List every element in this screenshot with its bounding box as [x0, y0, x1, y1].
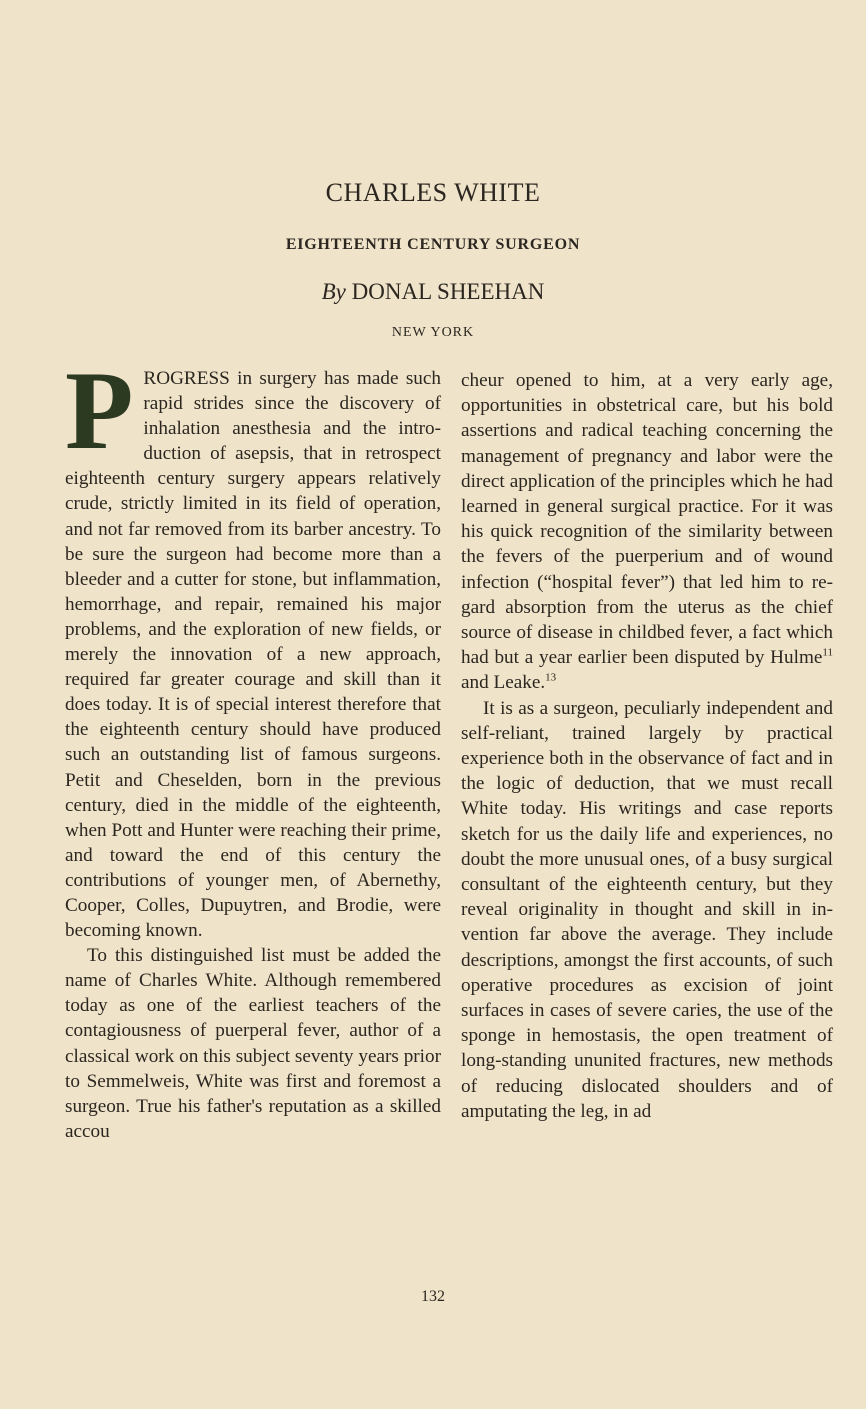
- paragraph-1: [65, 349, 441, 943]
- paragraph-2: To this distinguished list must be added the name of Charles White. Although remembered today as one of the earliest teachers of the contagiousness of puerperal fever, author of a classical work on this subject seventy years prior to Semmelweis, White was first and foremost a surgeon. True his father's reputation as a skilled accou: [65, 945, 441, 1142]
- paragraph-continued: [461, 368, 833, 696]
- paragraph-1-text: ROGRESS in surgery has made such rapid strides since the discovery of inhalation anesthesia and the introduction of asepsis, that in retrospect eighteenth century surgery appears relatively crude, strictly limited in its field of operation, and not far removed from its barber ancestry. To be sure the surgeon had become more than a bleeder and a cutter for stone, but inflammation, hemorrhage, and repair, remained his major problems, and the exploration of new fields, or merely the innovation of a new approach, required far greater courage and skill than it does today. It is of special interest therefore that the eighteenth century should have produced such an outstanding list of famous surgeons. Petit and Cheselden, born in the previous century, died in the middle of the eighteenth, when Pott and Hunter were reaching their prime, and toward the end of this century the contributions of younger men, of Abernethy, Cooper, Colles, Dupuytren, and Brodie, were becoming known.: [65, 368, 441, 942]
- author-location: NEW YORK: [391, 325, 475, 340]
- author-name: DONAL SHEEHAN: [351, 279, 545, 304]
- byline: [0, 279, 866, 305]
- article-subtitle: EIGHTEENTH CENTURY SURGEON: [285, 236, 581, 253]
- byline-by: By: [321, 279, 346, 304]
- page-number: 132: [421, 1288, 445, 1305]
- drop-cap: P: [65, 349, 134, 473]
- footnote-ref-13: 13: [545, 672, 557, 685]
- paragraph-continued-text: cheur opened to him, at a very early age, opportunities in obstetrical care, but his bold assertions and radical teaching concerning the management of pregnancy and labor were the direct application of the principles which he had learned in general surgical practice. For it was his quick recognition of the similarity between the fevers of the puerperium and of wound infection (“hospital fever”) that led him to regard absorption from the uterus as the chief source of disease in childbed fever, a fact which had but a year earlier been disputed by Hulme: [461, 370, 833, 669]
- right-column: [461, 368, 833, 1124]
- paragraph-3: It is as a surgeon, peculiarly independent and self-reliant, trained largely by practical experience both in the observance of fact and in the logic of deduction, that we must recall White today. His writings and case reports sketch for us the daily life and experiences, no doubt the more unusual ones, of a busy surgical consultant of the eighteenth century, but they reveal originality in thought and skill in invention far above the average. They include descriptions, amongst the first accounts, of such operative procedures as excision of joint surfaces in cases of severe caries, the use of the sponge in hemostasis, the open treatment of long-standing ununited fractures, new methods of reducing dislocated shoulders and of amputating the leg, in ad: [461, 697, 833, 1122]
- footnote-ref-11: 11: [822, 646, 833, 659]
- left-column: [65, 349, 441, 1144]
- paragraph-continued-and: and Leake.: [461, 672, 546, 694]
- article-title: CHARLES WHITE: [325, 178, 541, 207]
